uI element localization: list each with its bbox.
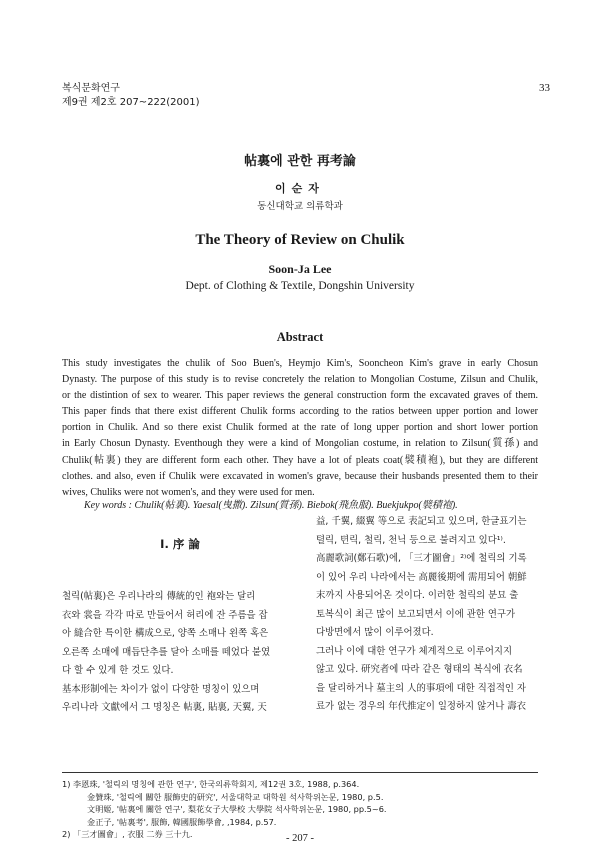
footnote-line: 文明姬, '帖裏에 關한 연구', 梨花女子大學校 大學院 석사학위논문, 1980, pp.5~6. xyxy=(87,804,387,815)
footnotes xyxy=(62,778,542,841)
footnote-line: 金贊珠, '철릭에 關한 服飾史的研究', 서울대학교 대학원 석사학위논문, 1980, p.5. xyxy=(87,791,384,802)
body-line: 益, 千翼, 綴翼 等으로 表記되고 있으며, 한글표기는 xyxy=(316,516,527,527)
left-column xyxy=(62,588,298,718)
body-line: 다방면에서 많이 이루어졌다. xyxy=(316,627,434,638)
body-line: 텰릭, 텬릭, 철릭, 천닉 등으로 불려지고 있다¹⁾. xyxy=(316,534,506,546)
journal-header xyxy=(62,82,200,110)
body-line: 다 할 수 있게 한 것도 있다. xyxy=(62,665,174,676)
journal-name: 복식문화연구 xyxy=(62,83,120,94)
abstract-line: Dynasty. The purpose of this study is to revise concretely the relation to Mongolian Costume, Zilsun and Chulik, xyxy=(62,374,538,386)
body-line: 우리나라 文獻에서 그 명칭은 帖裏, 貼裏, 天翼, 天 xyxy=(62,702,267,713)
abstract-line: This paper finds that there exist different Chulik forms according to the ratios between upper portion and lower xyxy=(62,406,538,418)
english-title: The Theory of Review on Chulik xyxy=(195,232,405,248)
english-author: Soon-Ja Lee xyxy=(268,262,332,276)
body-line: 末까지 사용되어온 것이다. 이러한 철릭의 분묘 출 xyxy=(316,590,519,601)
body-line: 基本形制에는 차이가 없이 다양한 명칭이 있으며 xyxy=(62,683,260,695)
page-number-bottom: - 207 - xyxy=(286,833,314,844)
body-line: 오른쪽 소매에 매듭단추를 달아 소매를 떼었다 붙였 xyxy=(62,646,271,658)
body-line: 료가 없는 경우의 年代推定이 일정하지 않거나 壽衣 xyxy=(316,701,526,712)
abstract-line: in Early Chosun Dynasty. Eventhough they were a kind of Mongolian costume, in relation to Zilsun(質孫) and xyxy=(62,438,538,450)
abstract-line: This study investigates the chulik of Soo Buen's, Heymjo Kim's, Sooncheon Kim's grave in early Chosun xyxy=(62,358,538,369)
body-line: 高麗歌詞(鄭石歌)에, 「三才圖會」²⁾에 철릭의 기록 xyxy=(316,553,527,564)
body-line: 을 달리하거나 墓主의 人的事項에 대한 직접적인 자 xyxy=(316,682,526,694)
abstract-body xyxy=(62,356,538,501)
footnote-line: 2) 「三才圖會」, 衣服 二券 三十九. xyxy=(62,829,193,840)
body-line: 않고 있다. 研究者에 따라 같은 형태의 복식에 衣名 xyxy=(316,664,523,675)
section-heading: I. 序 論 xyxy=(160,537,200,551)
footnote-divider xyxy=(62,772,538,773)
body-line: 이 있어 우리 나라에서는 高麗後期에 需用되어 朝鮮 xyxy=(316,571,527,583)
english-affiliation: Dept. of Clothing & Textile, Dongshin University xyxy=(185,280,415,292)
abstract-line: portion in Chulik. And so there exist Chulik formed at the rate of long upper portion and short lower portion xyxy=(62,422,538,434)
body-line: 토복식이 최근 많이 보고되면서 이에 관한 연구가 xyxy=(316,608,516,620)
page-number-top: 33 xyxy=(539,82,550,94)
keywords: Key words : Chulik(帖裏). Yaesal(曳撒). Zilsun(質孫). Biebok(飛魚服). Buekjukpo(襞積袍). xyxy=(84,500,458,511)
body-line: 철릭(帖裏)은 우리나라의 傳統的인 袍와는 달리 xyxy=(62,591,256,602)
body-line: 아 縫合한 특이한 構成으로, 양쪽 소매나 왼쪽 혹은 xyxy=(62,628,269,639)
footnote-line: 1) 李恩珠, '철릭의 명칭에 관한 연구', 한국의류학회지, 제12권 3호, 1988, p.364. xyxy=(62,779,360,789)
volume-issue: 제9권 제2호 207~222(2001) xyxy=(62,97,200,108)
body-line: 衣와 裳을 각각 따로 만들어서 허리에 잔 주름을 잡 xyxy=(62,609,268,621)
korean-title: 帖裏에 관한 再考論 xyxy=(244,154,356,169)
abstract-line: Chulik(帖裏) they are different form each other. They have a lot of pleats coat(襞積袍), but they are different xyxy=(62,454,538,466)
korean-affiliation: 동신대학교 의류학과 xyxy=(257,201,343,212)
abstract-line: wives, Chuliks were not women's, and they were used for men. xyxy=(62,486,315,498)
abstract-line: or the distintion of sex to wearer. This paper reviews the general construction form the excavated graves of them. xyxy=(62,390,538,402)
korean-author: 이순자 xyxy=(275,182,325,195)
abstract-line: clothes. and also, even if Chulik were excavated in women's grave, because their husbands presented them to their xyxy=(62,470,538,482)
footnote-line: 金正子, '帖裏考', 服飾, 韓國服飾學會, ,1984, p.57. xyxy=(87,816,277,827)
abstract-heading: Abstract xyxy=(276,330,324,344)
body-line: 그러나 이에 대한 연구가 체계적으로 이루어지지 xyxy=(316,645,513,657)
right-column xyxy=(316,513,548,717)
